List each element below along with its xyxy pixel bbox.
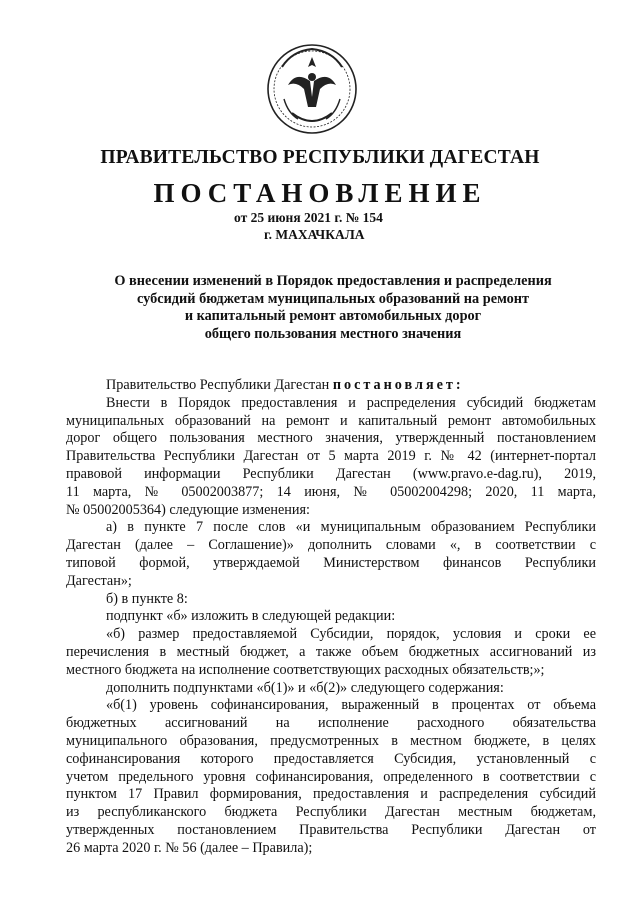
intro-line [66, 377, 596, 395]
body-line: 26 марта 2020 г. № 56 (далее – Правила); [66, 839, 313, 856]
body-line: утвержденных постановлением Правительства Республики Дагестан от [66, 821, 596, 838]
body-line: «б(1) уровень софинансирования, выраженный в процентах от объема [106, 697, 596, 714]
document-title [90, 273, 576, 343]
body-line: местного бюджета на исполнение соответствующих расходных обязательств;»; [66, 661, 545, 678]
title-line: субсидий бюджетам муниципальных образований на ремонт [136, 290, 530, 307]
coat-of-arms-emblem [262, 37, 362, 137]
body-line: муниципальных образований на ремонт и капитальный ремонт автомобильных [66, 412, 596, 429]
body-line: софинансирования которого предоставляется Субсидия, установленный с [66, 750, 596, 767]
body-line: дорог общего пользования местного значения, утвержденный постановлением [66, 430, 596, 447]
intro-prefix: Правительство Республики Дагестан [106, 377, 330, 393]
body-line: учетом предельного уровня софинансирования, определенного в соответствии с [66, 768, 596, 785]
body-line: из республиканского бюджета Республики Дагестан местным бюджетам, [66, 804, 596, 821]
body-line: подпункт «б» изложить в следующей редакции: [106, 608, 396, 625]
body-line: «б) размер предоставляемой Субсидии, порядок, условия и сроки ее [106, 626, 596, 643]
body-line: Дагестан»; [66, 572, 132, 589]
body-line: № 05002005364) следующие изменения: [66, 501, 310, 518]
body-line: бюджетных ассигнований на исполнение расходного обязательства [66, 715, 596, 732]
body-line: Внести в Порядок предоставления и распределения субсидий бюджетам [106, 394, 596, 411]
body-line: перечисления в местный бюджет, а также объем бюджетных ассигнований из [66, 643, 596, 660]
date-number: от 25 июня 2021 г. № 154 [234, 210, 383, 225]
body-line: правовой информации Республики Дагестан (www.pravo.e-dag.ru), 2019, [66, 465, 596, 482]
body-line: Правительства Республики Дагестан от 5 марта 2019 г. № 42 (интернет-портал [66, 448, 596, 465]
body-line: Дагестан (далее – Соглашение)» дополнить словами «, в соответствии с [66, 537, 596, 554]
body-line: типовой формой, утверждаемой Министерством финансов Республики [66, 554, 596, 571]
government-heading: ПРАВИТЕЛЬСТВО РЕСПУБЛИКИ ДАГЕСТАН [100, 147, 540, 168]
body-line: пунктом 17 Правил формирования, предоставления и распределения субсидий [66, 786, 596, 803]
title-line: и капитальный ремонт автомобильных дорог [184, 308, 482, 324]
body-line: 11 марта, № 05002003877; 14 июня, № 05002004298; 2020, 11 марта, [66, 483, 596, 500]
document-type-heading: ПОСТАНОВЛЕНИЕ [153, 178, 487, 208]
body-line: муниципального образования, предусмотренных в местном бюджете, в целях [66, 732, 596, 749]
document-body [66, 377, 596, 858]
city: г. МАХАЧКАЛА [264, 227, 365, 242]
title-line: О внесении изменений в Порядок предоставления и распределения [114, 273, 552, 289]
body-line: а) в пункте 7 после слов «и муниципальным образованием Республики [106, 519, 596, 536]
title-line: общего пользования местного значения [204, 325, 462, 342]
intro-action: постановляет: [332, 377, 464, 393]
body-line: дополнить подпунктами «б(1)» и «б(2)» следующего содержания: [106, 679, 504, 696]
body-line: б) в пункте 8: [106, 590, 188, 607]
